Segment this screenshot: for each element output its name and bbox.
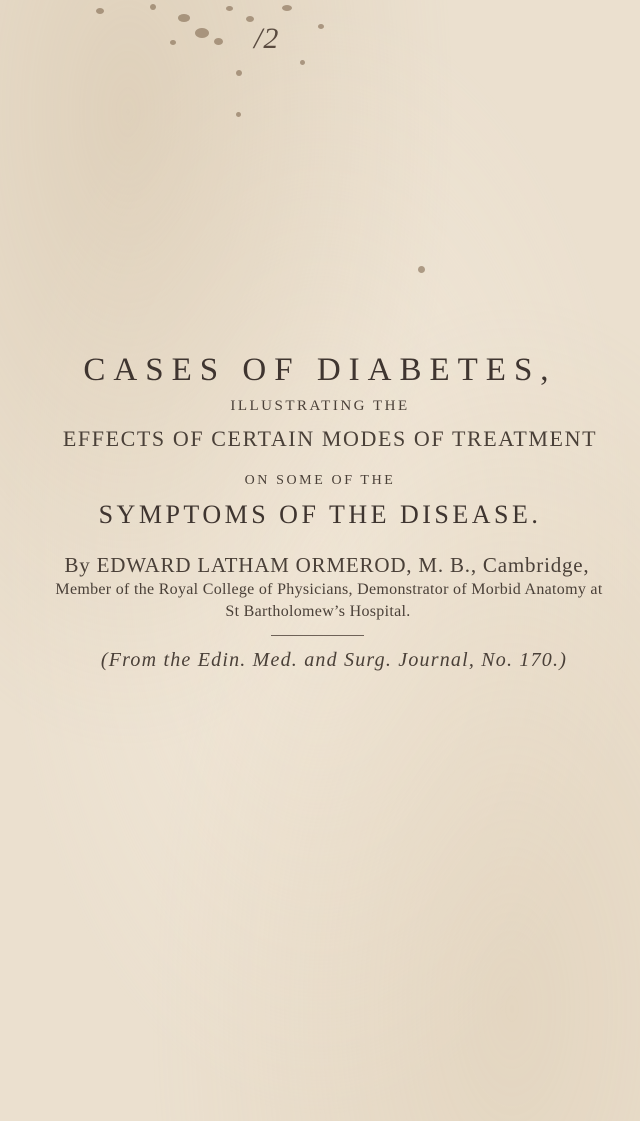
foxing-spot bbox=[282, 5, 292, 11]
foxing-spot bbox=[226, 6, 233, 11]
foxing-spot bbox=[96, 8, 104, 14]
foxing-spot bbox=[236, 112, 241, 117]
source-citation: (From the Edin. Med. and Surg. Journal, No. 170.) bbox=[100, 649, 568, 671]
subtitle-line-2: EFFECTS OF CERTAIN MODES OF TREATMENT bbox=[62, 426, 598, 451]
divider-rule bbox=[271, 635, 364, 636]
foxing-spot bbox=[300, 60, 305, 65]
foxing-spot bbox=[170, 40, 176, 45]
subtitle-line-3: ON SOME OF THE bbox=[244, 473, 396, 488]
foxing-spot bbox=[195, 28, 209, 38]
foxing-spot bbox=[178, 14, 190, 22]
foxing-spot bbox=[236, 70, 242, 76]
foxing-spot bbox=[246, 16, 254, 22]
foxing-spot bbox=[150, 4, 156, 10]
foxing-spot bbox=[318, 24, 324, 29]
foxing-spot bbox=[418, 266, 425, 273]
author-affiliation-line-1: Member of the Royal College of Physicians, Demonstrator of Morbid Anatomy at bbox=[55, 581, 603, 598]
foxing-spot bbox=[214, 38, 223, 45]
subtitle-line-4: SYMPTOMS OF THE DISEASE. bbox=[98, 500, 542, 529]
author-affiliation-line-2: St Bartholomew’s Hospital. bbox=[225, 603, 411, 620]
author-byline: By EDWARD LATHAM ORMEROD, M. B., Cambridge, bbox=[64, 553, 590, 577]
handwritten-mark: /2 bbox=[254, 22, 280, 55]
page-title: CASES OF DIABETES, bbox=[83, 352, 557, 388]
subtitle-line-1: ILLUSTRATING THE bbox=[230, 398, 410, 414]
